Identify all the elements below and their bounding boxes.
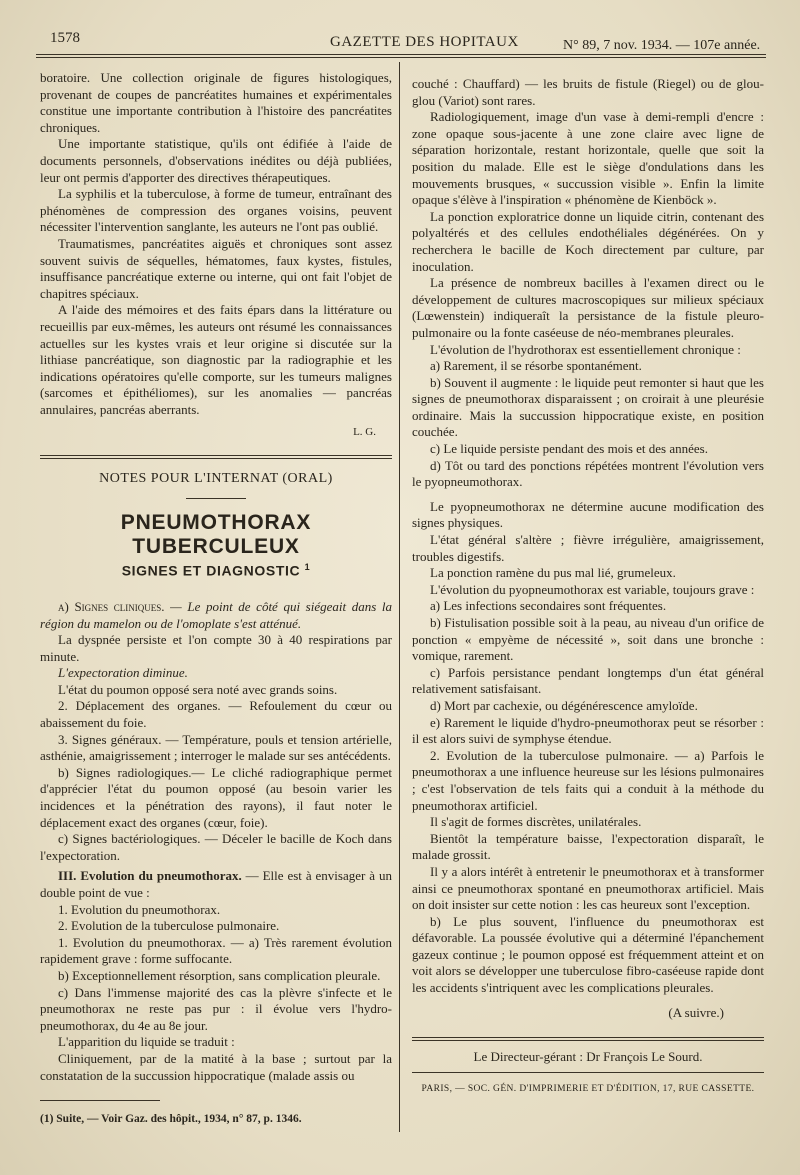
section-label: a) Signes cliniques. [58, 598, 165, 614]
right-column [412, 76, 764, 1097]
paragraph [40, 599, 392, 632]
section-rule [40, 455, 392, 459]
paragraph: c) Parfois persistance pendant longtemps d'un état général relativement satisfaisant. [412, 664, 764, 697]
to-be-continued: (A suivre.) [668, 1004, 724, 1020]
paragraph: L'expectoration diminue. [58, 665, 188, 681]
paragraph: b) Le plus souvent, l'influence du pneumothorax est défavorable. La poussée évolutive qui a déterminé l'épanchement gazeux continue ; le poumon opposé est fréquemment atteint et on voit alors se développer une tuberculose fibro-caséeuse rapide dont les accidents s'intriquent avec les complications pleurales. [412, 913, 764, 996]
paragraph: b) Exceptionnellement résorption, sans complication pleurale. [58, 967, 381, 983]
paragraph: c) Dans l'immense majorité des cas la plèvre s'infecte et le pneumothorax ne reste pas pur : il évolue vers l'hydro-pneumothorax, du 4e au 8e jour. [40, 984, 392, 1033]
paragraph: L'état général s'altère ; fièvre irrégulière, amaigrissement, troubles digestifs. [412, 532, 764, 564]
paragraph: 2. Evolution de la tuberculose pulmonaire. — a) Parfois le pneumothorax a une influence heureuse sur les lésions pulmonaires ; c'est l'observation de tels faits qui a conduit à la méthode du pneumothorax artificiel. [412, 747, 764, 813]
paragraph: c) Le liquide persiste pendant des mois et des années. [430, 441, 708, 457]
footnote: (1) Suite, — Voir Gaz. des hôpit., 1934, n° 87, p. 1346. [40, 1113, 302, 1126]
paragraph: Radiologiquement, image d'un vase à demi-rempli d'encre : zone opaque sous-jacente à une zone claire avec ligne de séparation horizontale, restant horizontale, quelle que soit la position du malade. Elle est le siège d'ondulations dans les mouvements brusques, « succussion visible ». Enfin la limite opaque s'élève à l'inspiration « phénomène de Kienböck ». [412, 109, 764, 208]
paragraph: 3. Signes généraux. — Température, pouls et tension artérielle, asthénie, amaigrissement ; interroger le malade sur ses antécédents. [40, 731, 392, 764]
paragraph: Le pyopneumothorax ne détermine aucune modification des signes physiques. [412, 498, 764, 531]
paragraph: La dyspnée persiste et l'on compte 30 à 40 respirations par minute. [40, 632, 392, 664]
paragraph: 2. Déplacement des organes. — Refoulement du cœur ou abaissement du foie. [40, 698, 392, 731]
paragraph: e) Rarement le liquide d'hydro-pneumothorax peut se résorber : il est alors suivi de symphyse étendue. [412, 714, 764, 747]
paragraph: couché : Chauffard) — les bruits de fistule (Riegel) ou de glou-glou (Variot) sont rares. [412, 76, 764, 108]
paragraph: b) Signes radiologiques.— Le cliché radiographique permet d'apprécier l'état du poumon opposé (au besoin varier les incidences et la pénétration des rayons), il faut noter le déplacement exact des organes (cœur, foie). [40, 764, 392, 830]
article-subtitle [40, 559, 392, 579]
footer-rule [412, 1037, 764, 1038]
footnote-rule [40, 1100, 160, 1101]
paragraph: c) Signes bactériologiques. — Déceler le bacille de Koch dans l'expectoration. [40, 831, 392, 863]
paragraph: 1. Evolution du pneumothorax. — a) Très rarement évolution rapidement grave : forme suffocante. [40, 934, 392, 967]
paragraph: L'état du poumon opposé sera noté avec grands soins. [58, 681, 338, 697]
paragraph: 1. Evolution du pneumothorax. [58, 901, 221, 917]
paragraph: La présence de nombreux bacilles à l'examen direct ou le développement de cultures macroscopiques sur milieux spéciaux (Lœwenstein) indiqueraît la persistance de la fistule pleuro-pulmonaire ou la fonte caséeuse de néo-membranes pleurales. [412, 275, 764, 340]
paragraph: Bientôt la température baisse, l'expectoration disparaît, le malade grossit. [412, 830, 764, 863]
paragraph: Il y a alors intérêt à entretenir le pneumothorax et à transformer ainsi ce pneumothorax spontané en pneumothorax artificiel. Mais on doit insister sur cette notion : les cas heureux sont l'exception. [412, 863, 764, 913]
footer-rule-2 [412, 1040, 764, 1041]
paragraph: Une importante statistique, qu'ils ont édifiée à l'aide de documents personnels, d'observations inédites ou déjà publiées, leur ont permis d'apporter des directives thérapeutiques. [40, 136, 392, 185]
author-signature: L. G. [353, 426, 376, 439]
footer-rule-3 [412, 1072, 764, 1073]
notes-heading: NOTES POUR L'INTERNAT (ORAL) [99, 471, 333, 487]
paragraph [40, 868, 392, 901]
paragraph: La syphilis et la tuberculose, à forme de tumeur, entraînant des phénomènes de compression des organes voisins, peuvent nécessiter l'intervention sanglante, les auteurs ne l'ont pas oublié. [40, 186, 392, 235]
paragraph: La ponction exploratrice donne un liquide citrin, contenant des polyaltérés et des cellules endothéliales dégénérées. On y recherchera le bacille de Koch directement par culture, par inoculation. [412, 208, 764, 274]
header-rule-2 [36, 57, 766, 58]
paragraph: boratoire. Une collection originale de figures histologiques, provenant de coupes de pancréatites humaines et expérimentales constitue une importante contribution à l'histoire des pancréatites chroniques. [40, 70, 392, 135]
column-separator [399, 62, 400, 1132]
subtitle-text: SIGNES ET DIAGNOSTIC [121, 562, 301, 579]
section-text: — Le point de côté qui siégeait dans la région du mamelon ou de l'omoplate s'est atténué. [40, 598, 393, 631]
paragraph: a) Rarement, il se résorbe spontanément. [430, 358, 642, 374]
paragraph: 2. Evolution de la tuberculose pulmonaire. [58, 918, 280, 934]
page-number: 1578 [50, 30, 80, 46]
left-column [40, 70, 392, 1128]
paragraph: d) Mort par cachexie, ou dégénérescence amyloïde. [430, 697, 698, 713]
paragraph: A l'aide des mémoires et des faits épars dans la littérature ou recueillis par eux-mêmes, les auteurs ont résumé les connaissances actuelles sur les kystes vrais et leur origine si discutée sur la lithiase pancréatique, son diagnostic par la radiographie et les indications opératoires qu'elle comporte, sur les tumeurs malignes (sarcomes et épithéliomes), sur les anomalies — pancréas annulaires, pancréas aberrants. [40, 302, 392, 417]
article-title: PNEUMOTHORAX TUBERCULEUX [120, 510, 312, 558]
paragraph: L'évolution du pyopneumothorax est variable, toujours grave : [430, 581, 755, 597]
header-rule [36, 54, 766, 55]
section-label: III. Evolution du pneumothorax. [58, 868, 242, 884]
paragraph: Cliniquement, par de la matité à la base ; surtout par la constatation de la succussion hippocratique (malade assis ou [40, 1050, 392, 1083]
paragraph: La ponction ramène du pus mal lié, grumeleux. [430, 565, 676, 581]
paragraph: L'apparition du liquide se traduit : [58, 1034, 235, 1050]
director-line: Le Directeur-gérant : Dr François Le Sourd. [473, 1049, 703, 1065]
journal-title: GAZETTE DES HOPITAUX [330, 34, 519, 50]
issue-info: N° 89, 7 nov. 1934. — 107e année. [563, 38, 761, 53]
footnote-ref: 1 [304, 561, 311, 572]
paragraph: Traumatismes, pancréatites aiguës et chroniques sont assez souvent suivis de séquelles, hématomes, faux kystes, fistules, insuffisance pancréatique externe ou interne, qui ont fait l'objet de chapitres spéciaux. [40, 235, 392, 301]
paragraph: b) Souvent il augmente : le liquide peut remonter si haut que les signes de pneumothorax disparaissent ; on croirait à une pleurésie ordinaire. Mais la succussion hippocratique existe, en position couchée. [412, 374, 764, 440]
paragraph: d) Tôt ou tard des ponctions répétées montrent l'évolution vers le pyopneumothorax. [412, 457, 764, 490]
page-header [40, 30, 770, 54]
short-rule [186, 498, 246, 499]
printer-imprint: PARIS, — SOC. GÉN. D'IMPRIMERIE ET D'ÉDITION, 17, RUE CASSETTE. [421, 1083, 755, 1094]
paragraph: L'évolution de l'hydrothorax est essentiellement chronique : [430, 341, 741, 357]
paragraph: Il s'agit de formes discrètes, unilatérales. [430, 814, 642, 830]
section-text: — Elle est à envisager à un double point de vue : [40, 868, 392, 900]
paragraph: a) Les infections secondaires sont fréquentes. [430, 598, 667, 614]
paragraph: b) Fistulisation possible soit à la peau, au niveau d'un orifice de ponction « empyème de nécessité », soit dans une bronche : vomique, rarement. [412, 615, 764, 664]
